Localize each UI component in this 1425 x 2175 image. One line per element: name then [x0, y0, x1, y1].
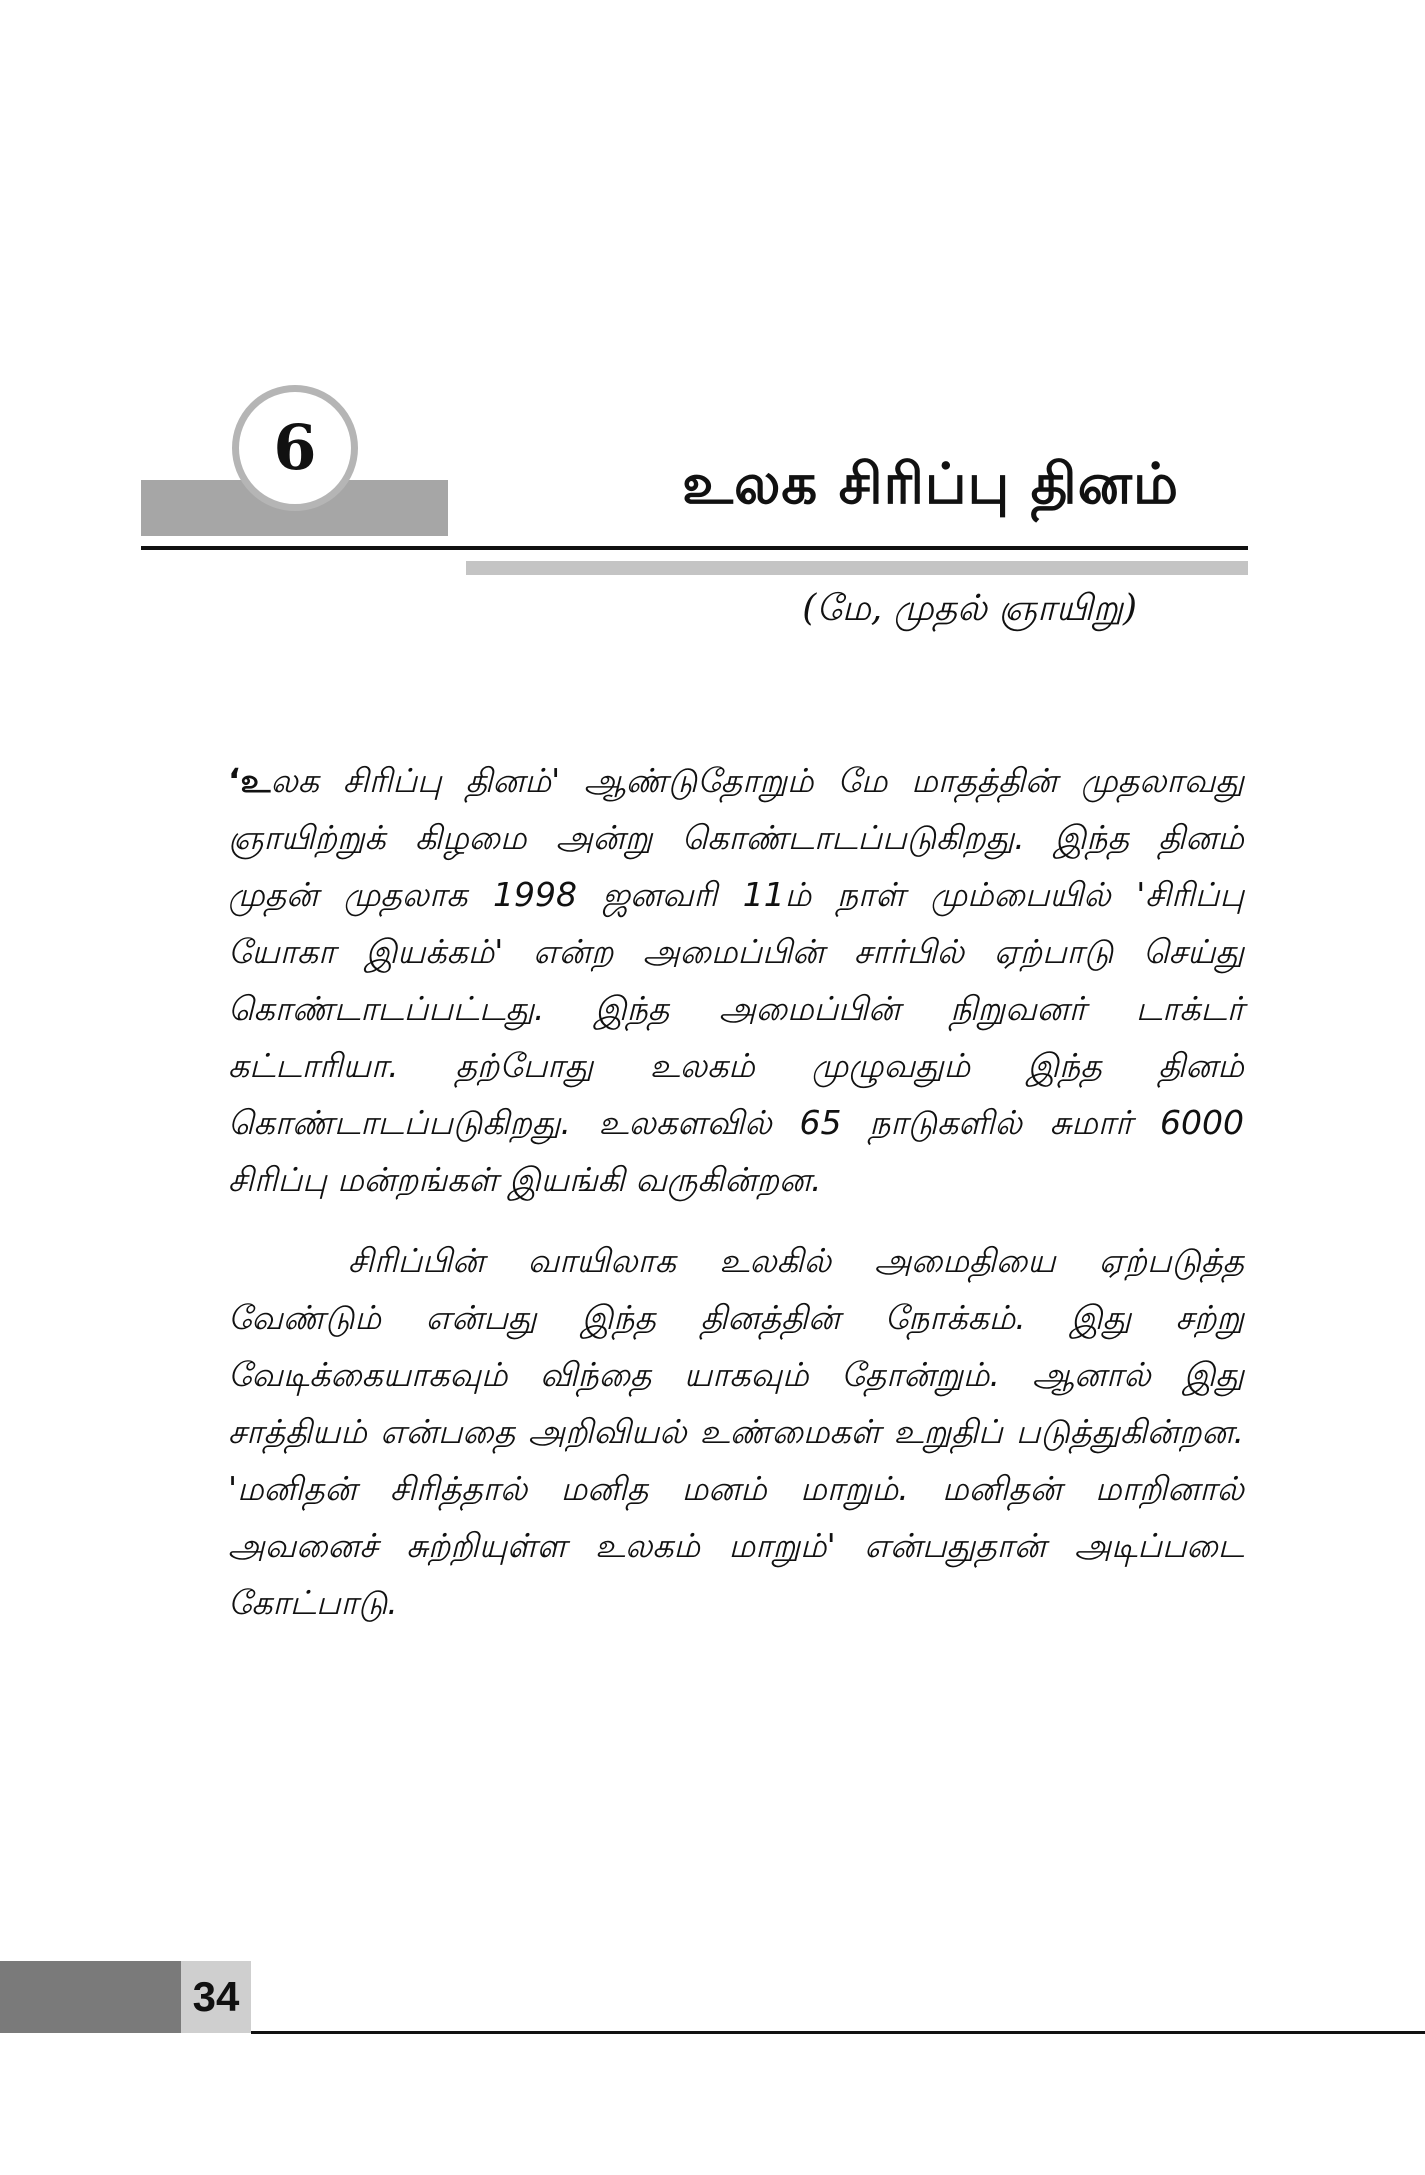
chapter-subtitle: (மே, முதல் ஞாயிறு) [802, 588, 1137, 629]
chapter-badge [232, 385, 358, 511]
paragraph-1 [228, 752, 1244, 1208]
chapter-title: உலக சிரிப்பு தினம் [682, 452, 1179, 517]
header-underline-bar [466, 561, 1248, 575]
footer-rule [251, 2031, 1425, 2034]
page-number-box [181, 1961, 251, 2033]
body-text [228, 752, 1244, 1631]
page-number: 34 [192, 1973, 240, 2020]
paragraph-1-text: லக சிரிப்பு தினம்' ஆண்டுதோறும் மே மாதத்தின் முதலாவது ஞாயிற்றுக் கிழமை அன்று கொண்டாடப்படுகிறது. இந்த தினம் முதன் முதலாக 1998 ஜனவரி 11ம் நாள் மும்பையில் 'சிரிப்பு யோகா இயக்கம்' என்ற அமைப்பின் சார்பில் ஏற்பாடு செய்து கொண்டாடப்பட்டது. இந்த அமைப்பின் நிறுவனர் டாக்டர் கட்டாரியா. தற்போது உலகம் முழுவதும் இந்த தினம் கொண்டாடப்படுகிறது. உலகளவில் 65 நாடுகளில் சுமார் 6000 சிரிப்பு மன்றங்கள் இயங்கி வருகின்றன. [228, 761, 1244, 1199]
paragraph-2: சிரிப்பின் வாயிலாக உலகில் அமைதியை ஏற்படுத்த வேண்டும் என்பது இந்த தினத்தின் நோக்கம். இது சற்று வேடிக்கையாகவும் விந்தை யாகவும் தோன்றும். ஆனால் இது சாத்தியம் என்பதை அறிவியல் உண்மைகள் உறுதிப் படுத்துகின்றன. 'மனிதன் சிரித்தால் மனித மனம் மாறும். மனிதன் மாறினால் அவனைச் சுற்றியுள்ள உலகம் மாறும்' என்பதுதான் அடிப்படை கோட்பாடு. [228, 1241, 1244, 1622]
footer-bar [0, 1961, 181, 2033]
chapter-number: 6 [273, 411, 317, 484]
paragraph-1-opening: ‘உ [228, 761, 271, 800]
header-rule [141, 546, 1248, 550]
